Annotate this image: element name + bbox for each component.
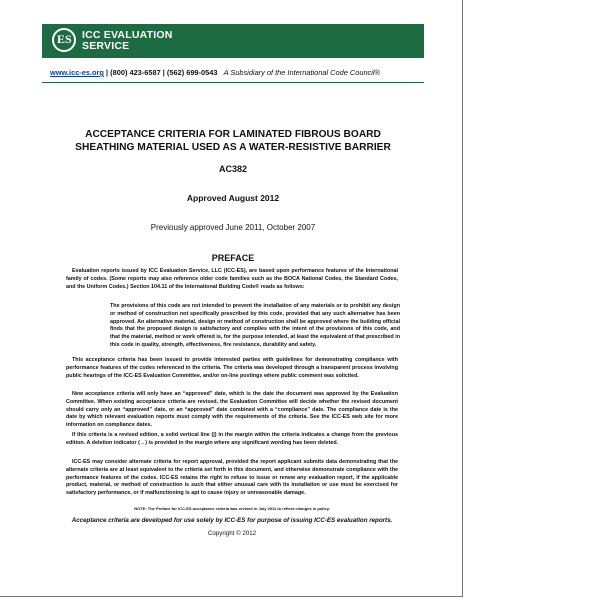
preface-paragraph-4: If this criteria is a revised edition, a solid vertical line (|) in the margin within the criteria indicates a change from the previous edition. A deletion indicator (→) is provided in the margin where any significant wording has been deleted.: [66, 432, 398, 446]
separator: |: [162, 68, 165, 77]
preface-paragraph-2: This acceptance criteria has been issued to provide interested parties with guidelines for demonstrating compliance with performance features of the codes referenced in the criteria. The criteria was developed through a transparent process involving public hearings of the ICC-ES Evaluation Committee, and/or on-line postings where public comment was solicited.: [66, 357, 398, 379]
approved-date: Approved August 2012: [186, 193, 280, 203]
icc-es-header-banner: [42, 24, 424, 58]
usage-statement: Acceptance criteria are developed for use solely by ICC-ES for purpose of issuing ICC-ES evaluation reports.: [71, 517, 393, 524]
logo-wordmark: [82, 30, 173, 52]
document-title: [52, 128, 414, 154]
website-link[interactable]: www.icc-es.org: [50, 68, 104, 77]
header-rule: [42, 82, 424, 83]
preface-paragraph-1: Evaluation reports issued by ICC Evaluation Service, LLC (ICC-ES), are based upon performance features of the International family of codes. (Some reports may also reference older code families such as the BOCA National Codes, the Standard Codes, and the Uniform Codes.) Section 104.11 of the International Building Code® reads as follows:: [66, 268, 398, 290]
code-quote: The provisions of this code are not intended to prevent the installation of any materials or to prohibit any design or method of construction not specifically prescribed by this code, provided that any such alternative has been approved. An alternative material, design or method of construction shall be approved where the building official finds that the proposed design is satisfactory and complies with the intent of the provisions of this code, and that the material, method or work offered is, for the purpose intended, at least the equivalent of that prescribed in this code in quality, strength, effectiveness, fire resistance, durability and safety.: [110, 303, 400, 348]
logo-line-2: SERVICE: [82, 40, 130, 52]
separator: |: [106, 68, 109, 77]
phone-number-2: (562) 699-0543: [166, 68, 218, 77]
title-line-1: ACCEPTANCE CRITERIA FOR LAMINATED FIBROUS BOARD: [85, 129, 381, 140]
contact-line: [50, 68, 430, 77]
preface-note: NOTE: The Preface for ICC-ES acceptance criteria was revised in July 2011 to reflect changes in policy.: [134, 506, 330, 511]
subsidiary-text: A Subsidiary of the International Code Council®: [223, 68, 380, 77]
preface-heading: PREFACE: [211, 253, 255, 263]
preface-paragraph-3: New acceptance criteria will only have an “approved” date, which is the date the document was approved by the Evaluation Committee. When existing acceptance criteria are revised, the Evaluation Committee will decide whether the revised document should carry only an “approved” date, or an “approved” date combined with a “compliance” date. The compliance date is the date by which relevant evaluation reports must comply with the requirements of the criteria. See the ICC-ES web site for more information on compliance dates.: [66, 391, 398, 429]
preface-paragraph-5: ICC-ES may consider alternate criteria for report approval, provided the report applicant submits data demonstrating that the alternate criteria are at least equivalent to the criteria set forth in this document, and otherwise demonstrate compliance with the performance features of the codes. ICC-ES retains the right to refuse to issue or renew any evaluation report, if the applicable product, material, or method of construction is such that either unusual care with its installation or use must be exercised for satisfactory performance, or if malfunctioning is apt to cause injury or unreasonable damage.: [66, 459, 398, 497]
phone-number-1: (800) 423-6587: [110, 68, 161, 77]
title-line-2: SHEATHING MATERIAL USED AS A WATER-RESISTIVE BARRIER: [75, 142, 391, 153]
logo-line-1: ICC EVALUATION: [82, 29, 173, 41]
previously-approved: Previously approved June 2011, October 2007: [150, 223, 316, 232]
document-code: AC382: [218, 164, 247, 174]
icc-es-logo-icon: ES: [52, 28, 76, 54]
copyright: Copyright © 2012: [207, 530, 257, 537]
